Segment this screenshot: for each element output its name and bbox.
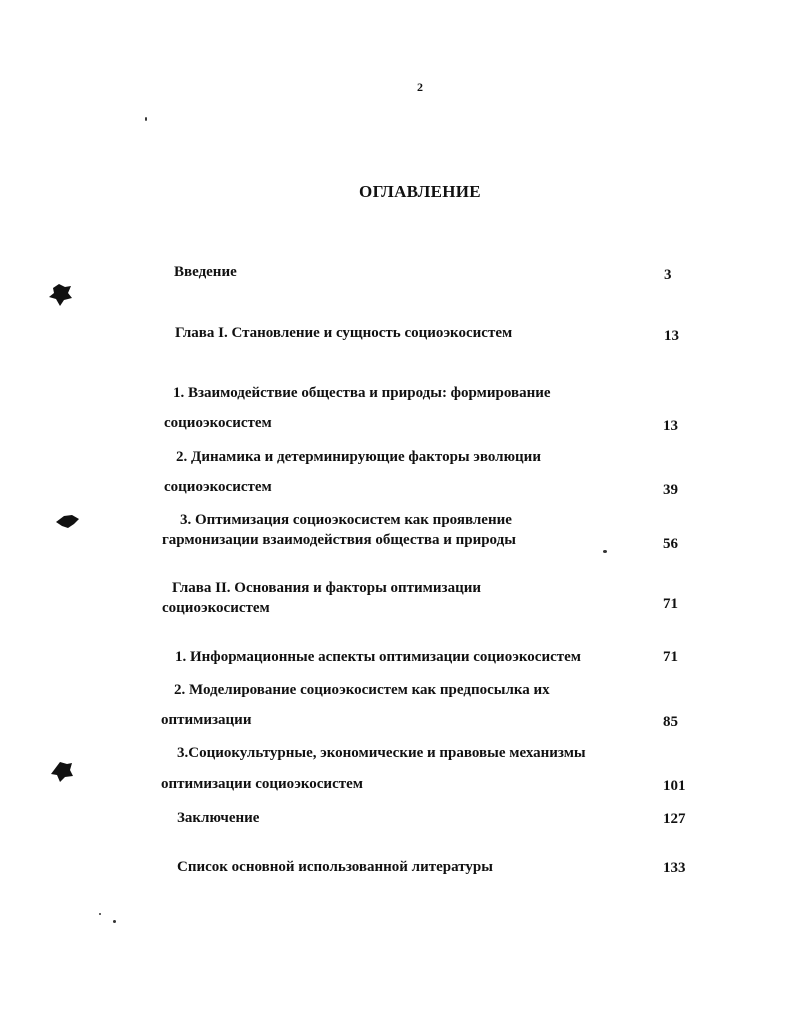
page-number: 2 bbox=[417, 80, 423, 94]
scan-speck bbox=[113, 920, 116, 923]
toc-entry-introduction: Введение bbox=[174, 264, 237, 280]
toc-page-chapter-1: 13 bbox=[664, 328, 679, 344]
toc-page-section-2-1: 71 bbox=[663, 649, 678, 665]
toc-entry-section-2-1: 1. Информационные аспекты оптимизации социоэкосистем bbox=[175, 649, 582, 665]
toc-entry-section-1-2-cont: социоэкосистем bbox=[164, 479, 272, 495]
toc-entry-section-1-2: 2. Динамика и детерминирующие факторы эволюции bbox=[176, 449, 541, 465]
toc-entry-section-1-1: 1. Взаимодействие общества и природы: формирование bbox=[173, 385, 551, 401]
toc-entry-section-2-2-cont: оптимизации bbox=[161, 712, 252, 728]
scan-speck bbox=[603, 550, 607, 553]
toc-page-section-1-1: 13 bbox=[663, 418, 678, 434]
toc-page-section-1-2: 39 bbox=[663, 482, 678, 498]
toc-entry-chapter-2: Глава II. Основания и факторы оптимизации bbox=[172, 580, 481, 596]
toc-entry-bibliography: Список основной использованной литературы bbox=[177, 859, 493, 875]
toc-page-section-2-2: 85 bbox=[663, 714, 678, 730]
toc-page-introduction: 3 bbox=[664, 267, 672, 283]
toc-page-chapter-2: 71 bbox=[663, 596, 678, 612]
scan-blot-2 bbox=[52, 510, 82, 532]
toc-entry-chapter-1: Глава I. Становление и сущность социоэкосистем bbox=[175, 325, 513, 341]
toc-entry-section-2-3-cont: оптимизации социоэкосистем bbox=[161, 776, 363, 792]
scan-blot-3 bbox=[47, 758, 77, 784]
toc-page-bibliography: 133 bbox=[663, 860, 686, 876]
toc-entry-conclusion: Заключение bbox=[177, 810, 260, 826]
toc-page-section-2-3: 101 bbox=[663, 778, 686, 794]
page-title: ОГЛАВЛЕНИЕ bbox=[359, 182, 481, 201]
scan-speck bbox=[145, 117, 147, 121]
scan-blot-1 bbox=[45, 282, 75, 308]
toc-page-section-1-3: 56 bbox=[663, 536, 678, 552]
toc-entry-section-2-2: 2. Моделирование социоэкосистем как предпосылка их bbox=[174, 682, 550, 698]
toc-entry-section-2-3: 3.Социокультурные, экономические и правовые механизмы bbox=[177, 745, 586, 761]
toc-entry-section-1-3: 3. Оптимизация социоэкосистем как проявление bbox=[180, 512, 512, 528]
toc-entry-section-1-3-cont: гармонизации взаимодействия общества и природы bbox=[162, 532, 516, 548]
scan-speck bbox=[99, 913, 101, 915]
toc-page-conclusion: 127 bbox=[663, 811, 686, 827]
toc-entry-section-1-1-cont: социоэкосистем bbox=[164, 415, 272, 431]
toc-entry-chapter-2-cont: социоэкосистем bbox=[162, 600, 270, 616]
